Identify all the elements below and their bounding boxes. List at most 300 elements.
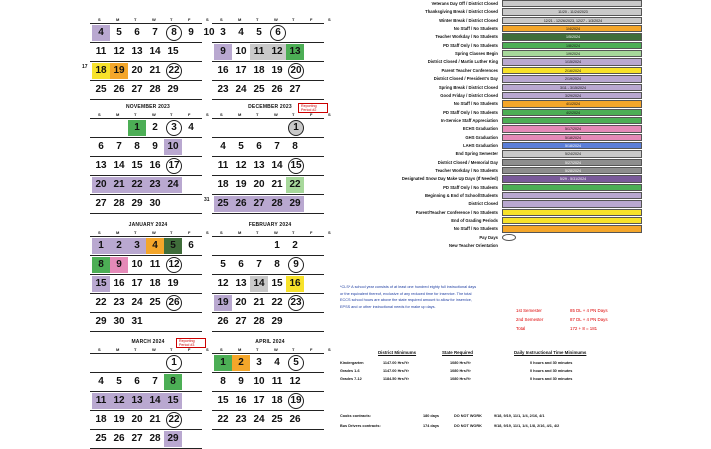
day-cell[interactable]: 12 — [235, 160, 247, 171]
day-cell[interactable]: 13 — [131, 46, 143, 57]
day-cell[interactable]: 15 — [164, 393, 182, 409]
day-cell[interactable]: 19 — [235, 179, 247, 190]
legend-label: LAHS Graduation — [463, 142, 498, 148]
week-row — [212, 157, 324, 176]
day-cell[interactable]: 11 — [95, 46, 107, 57]
day-cell[interactable]: 17 — [235, 65, 247, 76]
weekday-label: M — [116, 230, 120, 235]
day-cell[interactable]: 15 — [288, 158, 304, 174]
day-cell[interactable]: 23 — [113, 297, 125, 308]
legend-swatch — [502, 175, 642, 182]
day-cell[interactable]: 4 — [188, 122, 194, 133]
legend-label: New Teacher Orientation — [448, 243, 498, 249]
day-cell[interactable]: 27 — [131, 84, 143, 95]
day-cell[interactable]: 18 — [271, 395, 283, 406]
weekday-label: T — [134, 230, 137, 235]
day-cell[interactable]: 6 — [256, 141, 262, 152]
day-cell[interactable]: 17 — [166, 158, 182, 174]
weekday-label: M — [238, 347, 242, 352]
day-cell[interactable]: 22 — [271, 297, 283, 308]
weekday-label: M — [116, 17, 120, 22]
legend-label: Good Friday / District Closed — [440, 92, 498, 98]
day-cell[interactable]: 21 — [110, 177, 128, 193]
day-cell[interactable]: 6 — [134, 27, 140, 38]
day-cell[interactable]: 24 — [253, 414, 265, 425]
day-cell[interactable]: 22 — [286, 177, 304, 193]
day-cell[interactable]: 9 — [188, 27, 194, 38]
week-row — [212, 176, 324, 195]
minimums-district: 1184.50 Hrs/Yr — [383, 377, 409, 381]
legend-label: Winter Break / District Closed — [439, 17, 498, 23]
day-cell[interactable]: 19 — [113, 414, 125, 425]
day-cell[interactable]: 28 — [253, 316, 265, 327]
day-cell[interactable]: 22 — [217, 414, 229, 425]
day-cell[interactable]: 25 — [95, 84, 107, 95]
week-row — [212, 43, 324, 62]
legend-label: ECHS Graduation — [462, 126, 498, 132]
week-row — [90, 195, 202, 214]
day-cell[interactable]: 28 — [149, 84, 161, 95]
minimums-district: 1147.00 Hrs/Yr — [383, 361, 409, 365]
calendar-grid — [82, 23, 215, 100]
legend-date: 5/27/2024 — [565, 160, 581, 165]
day-cell[interactable]: 5 — [116, 27, 122, 38]
day-cell[interactable]: 4 — [146, 238, 164, 254]
legend-row — [366, 150, 646, 158]
day-cell[interactable]: 19 — [110, 63, 128, 79]
day-cell[interactable]: 12 — [110, 393, 128, 409]
day-cell[interactable]: 5 — [288, 355, 304, 371]
day-cell[interactable]: 30 — [113, 316, 125, 327]
day-cell[interactable]: 9 — [152, 141, 158, 152]
weekday-label: M — [238, 230, 242, 235]
day-cell[interactable]: 8 — [164, 374, 182, 390]
weekday-label: S — [98, 230, 101, 235]
minimums-header: State Required — [442, 350, 473, 355]
legend-swatch — [502, 42, 642, 49]
day-cell[interactable]: 29 — [167, 84, 179, 95]
day-cell[interactable]: 11 — [271, 376, 283, 387]
day-cell[interactable]: 6 — [238, 259, 244, 270]
legend-swatch — [502, 159, 642, 166]
day-cell[interactable]: 3 — [220, 27, 226, 38]
day-cell[interactable]: 7 — [152, 376, 158, 387]
week-row — [90, 119, 202, 138]
day-cell[interactable]: 6 — [98, 141, 104, 152]
weekday-label: F — [310, 347, 313, 352]
day-cell[interactable]: 19 — [167, 278, 179, 289]
day-cell[interactable]: 2 — [152, 122, 158, 133]
day-cell[interactable]: 22 — [166, 63, 182, 79]
day-cell[interactable]: 15 — [92, 276, 110, 292]
day-cell[interactable]: 12 — [113, 46, 125, 57]
minimums-state: 1080 Hrs/Yr — [450, 369, 471, 373]
day-cell[interactable]: 30 — [149, 198, 161, 209]
day-cell[interactable]: 14 — [271, 160, 283, 171]
day-cell[interactable]: 18 — [217, 179, 229, 190]
day-cell[interactable]: 12 — [166, 257, 182, 273]
day-cell[interactable]: 17 — [253, 395, 265, 406]
day-cell[interactable]: 4 — [92, 25, 110, 41]
month-title: APRIL 2024 — [255, 339, 285, 345]
legend-row — [366, 75, 646, 83]
day-cell[interactable]: 28 — [268, 196, 286, 212]
day-cell[interactable]: 24 — [131, 297, 143, 308]
calendar-grid — [212, 23, 324, 100]
day-cell[interactable]: 14 — [113, 160, 125, 171]
day-cell[interactable]: 14 — [146, 393, 164, 409]
day-cell[interactable]: 12 — [217, 278, 229, 289]
weekday-label: S — [220, 230, 223, 235]
day-cell[interactable]: 8 — [166, 25, 182, 41]
legend-date: 12/21 - 12/26/2023, 12/27 - 1/3/2024 — [543, 18, 603, 23]
legend-row — [366, 134, 646, 142]
day-cell[interactable]: 20 — [235, 297, 247, 308]
day-cell[interactable]: 28 — [149, 433, 161, 444]
weekday-label: T — [292, 347, 295, 352]
day-cell[interactable]: 1 — [214, 355, 232, 371]
day-cell[interactable]: 6 — [270, 25, 286, 41]
day-cell[interactable]: 19 — [288, 393, 304, 409]
week-row — [90, 138, 202, 157]
legend-swatch — [502, 225, 642, 232]
day-cell[interactable]: 26 — [271, 84, 283, 95]
day-cell[interactable]: 11 — [149, 259, 161, 270]
day-cell[interactable]: 5 — [116, 376, 122, 387]
day-cell[interactable]: 7 — [116, 141, 122, 152]
weekday-label: T — [292, 230, 295, 235]
legend-swatch — [502, 58, 642, 65]
weekday-label: F — [310, 112, 313, 117]
day-cell[interactable]: 10 — [253, 376, 265, 387]
legend-swatch — [502, 50, 642, 57]
legend-date: 1/8/2024 — [566, 43, 580, 48]
day-cell[interactable]: 1 — [288, 120, 304, 136]
week-row — [90, 430, 202, 449]
weekday-label: S — [206, 230, 209, 235]
day-cell[interactable]: 3 — [166, 120, 182, 136]
semester-value: 87 DL + 4 PN Days — [570, 317, 608, 322]
day-cell[interactable]: 15 — [271, 278, 283, 289]
day-cell[interactable]: 12 — [289, 376, 301, 387]
day-cell[interactable]: 7 — [152, 27, 158, 38]
weekday-label: M — [238, 112, 242, 117]
day-cell[interactable]: 16 — [149, 160, 161, 171]
legend-swatch — [502, 125, 642, 132]
day-cell[interactable]: 25 — [271, 414, 283, 425]
day-cell[interactable]: 8 — [220, 376, 226, 387]
legend-label: Teacher Workday / No Students — [435, 168, 498, 173]
week-row — [212, 275, 324, 294]
day-cell[interactable]: 18 — [95, 414, 107, 425]
legend-row — [366, 125, 646, 133]
contract-label: Cooks contracts: — [340, 414, 372, 418]
day-cell[interactable]: 13 — [235, 278, 247, 289]
legend-row — [366, 242, 646, 250]
day-cell[interactable]: 27 — [289, 84, 301, 95]
legend-swatch — [502, 92, 642, 99]
legend-row — [366, 92, 646, 100]
legend-row — [366, 67, 646, 75]
day-cell[interactable]: 6 — [188, 240, 194, 251]
day-cell[interactable]: 11 — [92, 393, 110, 409]
day-cell[interactable]: 25 — [253, 84, 265, 95]
legend-swatch — [502, 234, 516, 241]
week-row — [90, 354, 202, 373]
minimums-header: Daily Instructional Time Minimums — [514, 350, 587, 355]
legend-swatch — [502, 109, 642, 116]
day-cell[interactable]: 9 — [214, 44, 232, 60]
day-cell[interactable]: 14 — [250, 276, 268, 292]
day-cell[interactable]: 21 — [253, 297, 265, 308]
day-cell[interactable]: 20 — [131, 65, 143, 76]
day-cell[interactable]: 11 — [250, 44, 268, 60]
reporting-period-tag: Reporting Period #2 — [298, 103, 328, 113]
weekday-label: T — [170, 112, 173, 117]
day-cell[interactable]: 2 — [232, 355, 250, 371]
day-cell[interactable]: 22 — [166, 412, 182, 428]
day-cell[interactable]: 31 — [131, 316, 143, 327]
day-cell[interactable]: 20 — [131, 414, 143, 425]
calendar-grid — [90, 353, 202, 449]
legend-swatch — [502, 17, 642, 24]
legend-label: Veterans Day Off / District Closed — [431, 1, 498, 6]
day-cell[interactable]: 23 — [217, 84, 229, 95]
weekday-label: F — [188, 347, 191, 352]
legend-date: 5/28/2024 — [565, 169, 581, 173]
weekday-label: W — [274, 230, 278, 235]
minimums-state: 1080 Hrs/Yr — [450, 377, 471, 381]
legend-swatch — [502, 209, 642, 216]
day-cell[interactable]: 13 — [128, 393, 146, 409]
weekday-label: T — [256, 230, 259, 235]
legend-label: End Spring Semester — [455, 151, 498, 157]
day-cell[interactable]: 26 — [217, 316, 229, 327]
day-cell[interactable]: 23 — [235, 414, 247, 425]
day-cell[interactable]: 28 — [113, 198, 125, 209]
day-cell[interactable]: 15 — [167, 46, 179, 57]
weekday-label: M — [238, 17, 242, 22]
month-title: NOVEMBER 2023 — [125, 104, 170, 110]
day-cell[interactable]: 23 — [288, 295, 304, 311]
day-cell[interactable]: 13 — [286, 44, 304, 60]
weekday-label: S — [220, 112, 223, 117]
day-cell[interactable]: 16 — [113, 278, 125, 289]
legend-date: 1/5/2024 — [566, 35, 580, 40]
day-cell[interactable]: 19 — [271, 65, 283, 76]
day-cell[interactable]: 8 — [92, 257, 110, 273]
week-row — [212, 119, 324, 138]
legend-swatch — [502, 150, 642, 157]
notes-paragraph: *CLS* A school year consists of at least one hundred eighty full instructional days or the equivalent thereof, exclusive of any reduced time for inservice. The total ECCS school hours are above the state required amount to allow for inservice, EPSS and or other instructional needs for make up days. — [340, 285, 477, 309]
weekday-label: W — [152, 230, 156, 235]
day-cell[interactable]: 11 — [217, 160, 229, 171]
day-cell[interactable]: 15 — [217, 395, 229, 406]
day-cell[interactable]: 18 — [149, 278, 161, 289]
day-cell[interactable]: 3 — [256, 357, 262, 368]
day-cell[interactable]: 8 — [274, 259, 280, 270]
week-row — [90, 373, 202, 392]
day-cell[interactable]: 13 — [95, 160, 107, 171]
legend-swatch — [502, 84, 642, 91]
day-cell[interactable]: 27 — [131, 433, 143, 444]
week-row — [212, 354, 324, 373]
calendar-grid — [212, 353, 324, 430]
weekday-label: M — [116, 112, 120, 117]
day-cell[interactable]: 29 — [286, 196, 304, 212]
minimums-daily: 0 hours and 30 minutes — [530, 369, 573, 373]
legend-label: Beginning & End of School/Students — [424, 193, 498, 199]
day-cell[interactable]: 21 — [149, 65, 161, 76]
day-cell[interactable]: 1 — [128, 120, 146, 136]
legend-date: 1/4/2024 — [566, 27, 580, 32]
day-cell[interactable]: 2 — [292, 240, 298, 251]
legend-date: 5/17/2024 — [565, 127, 581, 132]
weekday-label: S — [328, 112, 331, 117]
weekday-label: S — [328, 230, 331, 235]
reporting-period-tag: Reporting Period #3 — [176, 338, 206, 348]
day-cell[interactable]: 1 — [274, 240, 280, 251]
day-cell[interactable]: 7 — [274, 141, 280, 152]
day-cell[interactable]: 9 — [238, 376, 244, 387]
legend-row — [366, 100, 646, 108]
day-cell[interactable]: 20 — [288, 63, 304, 79]
day-cell[interactable]: 20 — [92, 177, 110, 193]
day-cell[interactable]: 22 — [95, 297, 107, 308]
day-cell[interactable]: 18 — [253, 65, 265, 76]
legend-row — [366, 234, 646, 242]
contract-days: 174 days — [423, 424, 440, 428]
legend-label: Thanksgiving Break / District Closed — [425, 9, 498, 15]
day-cell[interactable]: 14 — [149, 46, 161, 57]
day-cell[interactable]: 16 — [217, 65, 229, 76]
day-cell[interactable]: 25 — [149, 297, 161, 308]
legend-label: Parent/Teacher Conference / No Students — [415, 209, 498, 215]
semester-value: 172 + 8 = 181 — [570, 326, 598, 331]
day-cell[interactable]: 29 — [164, 431, 182, 447]
legend-date: 11/20 - 11/24/2023 — [558, 10, 588, 15]
day-cell[interactable]: 26 — [289, 414, 301, 425]
legend-date: 5/29 - 5/31/2024 — [559, 177, 587, 182]
day-cell[interactable]: 13 — [253, 160, 265, 171]
day-cell[interactable]: 21 — [271, 179, 283, 190]
day-cell[interactable]: 26 — [113, 433, 125, 444]
day-cell[interactable]: 15 — [131, 160, 143, 171]
day-cell[interactable]: 4 — [98, 376, 104, 387]
semester-value: 85 DL + 4 PN Days — [570, 308, 608, 313]
day-cell[interactable]: 25 — [95, 433, 107, 444]
day-cell[interactable]: 26 — [232, 196, 250, 212]
day-cell[interactable]: 10 — [131, 259, 143, 270]
semester-label: 2nd Semester — [516, 317, 544, 322]
legend-swatch — [502, 167, 642, 174]
legend-date: 1/15/2024 — [565, 60, 581, 65]
day-cell[interactable]: 5 — [220, 259, 226, 270]
weekday-label: T — [256, 17, 259, 22]
week-row — [90, 392, 202, 411]
legend-date: 3/29/2024 — [565, 93, 581, 98]
day-cell[interactable]: 22 — [128, 177, 146, 193]
day-cell[interactable]: 27 — [235, 316, 247, 327]
day-cell[interactable]: 20 — [253, 179, 265, 190]
day-cell[interactable]: 4 — [274, 357, 280, 368]
day-cell[interactable]: 24 — [235, 84, 247, 95]
day-cell[interactable]: 9 — [110, 257, 128, 273]
day-cell[interactable]: 5 — [164, 238, 182, 254]
legend-label: PD Staff Only / No Students — [443, 184, 498, 190]
legend-label: Spring Classes Begin — [454, 51, 498, 57]
day-cell[interactable]: 10 — [164, 139, 182, 155]
day-cell[interactable]: 27 — [95, 198, 107, 209]
minimums-daily: 0 hours and 30 minutes — [530, 361, 573, 365]
legend-swatch — [502, 142, 642, 149]
day-cell[interactable]: 17 — [131, 278, 143, 289]
day-cell[interactable]: 23 — [146, 177, 164, 193]
legend-swatch — [502, 0, 642, 7]
day-cell[interactable]: 1 — [166, 355, 182, 371]
month-title: JANUARY 2024 — [128, 222, 168, 228]
day-cell[interactable]: 24 — [164, 177, 182, 193]
legend-label: Designated Snow Day Make Up Days (If Needed) — [401, 176, 498, 182]
day-cell[interactable]: 4 — [220, 141, 226, 152]
weekday-label: T — [134, 112, 137, 117]
weekday-label: T — [134, 347, 137, 352]
day-cell[interactable]: 1 — [92, 238, 110, 254]
weekday-label: F — [188, 112, 191, 117]
week-row — [212, 392, 324, 411]
day-cell[interactable]: 16 — [235, 395, 247, 406]
day-cell[interactable]: 5 — [238, 141, 244, 152]
day-cell[interactable]: 8 — [292, 141, 298, 152]
week-row — [212, 373, 324, 392]
week-row — [212, 256, 324, 275]
weekday-label: T — [170, 17, 173, 22]
day-cell[interactable]: 26 — [166, 295, 182, 311]
weekday-label: T — [292, 17, 295, 22]
day-cell[interactable]: 8 — [134, 141, 140, 152]
day-cell[interactable]: 29 — [131, 198, 143, 209]
day-cell[interactable]: 27 — [250, 196, 268, 212]
day-cell[interactable]: 25 — [214, 196, 232, 212]
day-cell[interactable]: 21 — [149, 414, 161, 425]
legend-date: 5/18/2024 — [565, 143, 581, 148]
week-row — [212, 237, 324, 256]
day-cell[interactable]: 6 — [134, 376, 140, 387]
day-cell[interactable]: 3 — [128, 238, 146, 254]
legend-label: No Staff / No Students — [453, 26, 498, 32]
day-cell[interactable]: 29 — [271, 316, 283, 327]
day-cell[interactable]: 2 — [110, 238, 128, 254]
day-cell[interactable]: 19 — [214, 295, 232, 311]
day-cell[interactable]: 10 — [235, 46, 247, 57]
day-cell[interactable]: 10 — [203, 27, 215, 38]
day-cell[interactable]: 5 — [256, 27, 262, 38]
day-cell[interactable]: 18 — [92, 63, 110, 79]
day-cell[interactable]: 12 — [268, 44, 286, 60]
day-cell[interactable]: 7 — [256, 259, 262, 270]
day-cell[interactable]: 9 — [288, 257, 304, 273]
day-cell[interactable]: 26 — [113, 84, 125, 95]
day-cell[interactable]: 29 — [95, 316, 107, 327]
legend-row — [366, 50, 646, 58]
week-row — [212, 294, 324, 313]
day-cell[interactable]: 4 — [238, 27, 244, 38]
legend-label: Teacher Workday / No Students — [435, 34, 498, 40]
legend-row — [366, 25, 646, 33]
minimums-daily: 0 hours and 30 minutes — [530, 377, 573, 381]
day-cell[interactable]: 16 — [286, 276, 304, 292]
legend-swatch — [502, 8, 642, 15]
